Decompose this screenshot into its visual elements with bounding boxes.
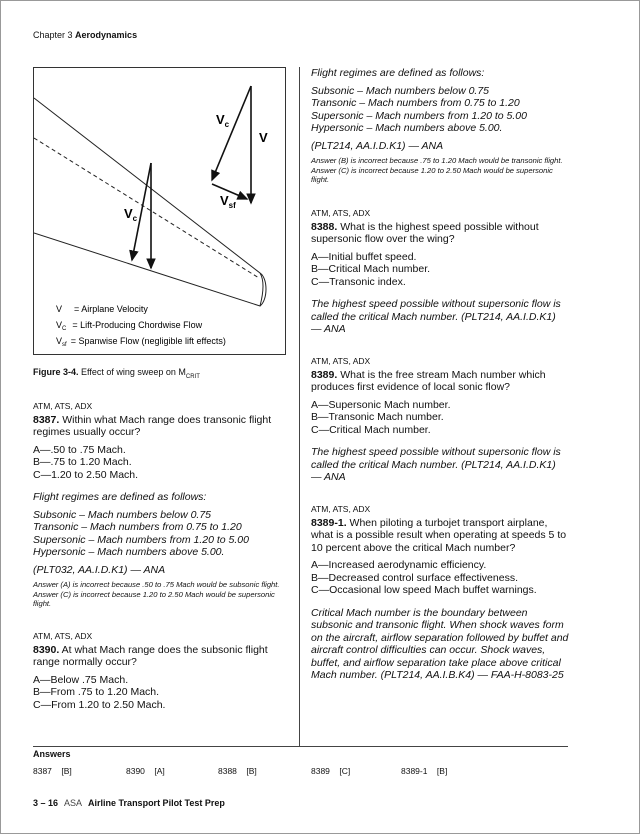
choice-c: C—Transonic index. bbox=[311, 275, 406, 288]
explanation-8390 bbox=[311, 67, 569, 185]
figure-caption-sub: CRIT bbox=[185, 373, 200, 380]
choice-a: A—Initial buffet speed. bbox=[311, 250, 417, 263]
figure-3-4 bbox=[33, 67, 286, 355]
question-tag: ATM, ATS, ADX bbox=[311, 504, 371, 514]
choice-a: A—Supersonic Mach number. bbox=[311, 398, 451, 411]
choice-c: C—From 1.20 to 2.50 Mach. bbox=[33, 698, 166, 711]
answers-title: Answers bbox=[33, 749, 71, 759]
choice-a: A—Below .75 Mach. bbox=[33, 673, 129, 686]
book-title: Airline Transport Pilot Test Prep bbox=[88, 798, 225, 808]
answer-choices bbox=[311, 399, 569, 437]
label-vsf: $V_{sf}$ bbox=[220, 193, 236, 210]
choice-b: B—Decreased control surface effectiveness. bbox=[311, 571, 518, 584]
column-divider bbox=[299, 67, 300, 747]
explanation-note: Answer (A) is incorrect because .50 to .75 Mach would be subsonic flight. Answer (C) is incorrect because 1.20 to 2.50 Mach would be supersonic flight. bbox=[33, 580, 280, 608]
answer-choices bbox=[33, 444, 291, 482]
question-text: 8389. What is the free stream Mach number which produces first evidence of local sonic flow? bbox=[311, 368, 546, 393]
chapter-title: Aerodynamics bbox=[75, 30, 138, 40]
figure-label: Figure 3-4. bbox=[33, 367, 79, 377]
choice-a: A—.50 to .75 Mach. bbox=[33, 443, 126, 456]
question-text: 8388. What is the highest speed possible without supersonic flow over the wing? bbox=[311, 220, 539, 245]
question-8389 bbox=[311, 355, 569, 484]
page-footer bbox=[33, 798, 225, 808]
explanation: The highest speed possible without supersonic flow is called the critical Mach number. (PLT214, AA.I.D.K1) — ANA bbox=[311, 298, 561, 335]
answer-key-item: 8389 [C] bbox=[311, 766, 351, 776]
figure-caption-text: Effect of wing sweep on M bbox=[81, 367, 186, 377]
question-8387 bbox=[33, 400, 291, 609]
label-v: V bbox=[259, 130, 268, 145]
choice-c: C—Critical Mach number. bbox=[311, 423, 431, 436]
figure-caption bbox=[33, 367, 293, 380]
explanation: Critical Mach number is the boundary between subsonic and transonic flight. When shock waves form on the aircraft, airflow separation followed by buffet and aircraft control difficulties can occur. Shock waves, buffet, and airflow separation take place above critical Mach number. (PLT214, AA.I.B.K4) — FAA-H-8083-25 bbox=[311, 606, 569, 681]
question-tag: ATM, ATS, ADX bbox=[33, 401, 93, 411]
explanation-note: Answer (B) is incorrect because .75 to 1.20 Mach would be transonic flight. Answer (C) is incorrect because 1.20 to 2.50 Mach would be supersonic flight. bbox=[311, 156, 563, 184]
answer-key-item: 8389-1 [B] bbox=[401, 766, 448, 776]
explanation: The highest speed possible without supersonic flow is called the critical Mach number. (PLT214, AA.I.D.K1) — ANA bbox=[311, 446, 561, 483]
chapter-number: Chapter 3 bbox=[33, 30, 73, 40]
answer-key-item: 8388 [B] bbox=[218, 766, 257, 776]
page-number: 3 – 16 bbox=[33, 798, 59, 808]
choice-b: B—From .75 to 1.20 Mach. bbox=[33, 686, 160, 698]
choice-a: A—Increased aerodynamic efficiency. bbox=[311, 559, 487, 571]
question-text: 8387. Within what Mach range does transonic flight regimes usually occur? bbox=[33, 413, 272, 438]
quarter-chord-line bbox=[34, 138, 259, 278]
wing-sweep-diagram bbox=[34, 68, 285, 354]
explanation: Flight regimes are defined as follows: Subsonic – Mach numbers below 0.75 Transonic – Mach numbers from 0.75 to 1.20 Supersonic – Mach numbers from 1.20 to 5.00 Hypersonic – Mach numbers above 5.00. (PLT032, AA.I.D.K1) — ANA bbox=[33, 491, 249, 576]
answer-key-item: 8390 [A] bbox=[126, 766, 165, 776]
label-vc-lower: $V_c$ bbox=[124, 206, 138, 223]
explanation: Flight regimes are defined as follows: Subsonic – Mach numbers below 0.75 Transonic – Mach numbers from 0.75 to 1.20 Supersonic – Mach numbers from 1.20 to 5.00 Hypersonic – Mach numbers above 5.00. (PLT214, AA.I.D.K1) — ANA bbox=[311, 67, 527, 152]
answer-choices bbox=[311, 251, 569, 289]
vector-vsf bbox=[212, 184, 247, 199]
choice-c: C—Occasional low speed Mach buffet warnings. bbox=[311, 584, 537, 596]
answer-key-item: 8387 [B] bbox=[33, 766, 72, 776]
answer-choices bbox=[33, 674, 291, 712]
question-8389-1 bbox=[311, 503, 569, 682]
question-8388 bbox=[311, 207, 569, 336]
publisher: ASA bbox=[64, 798, 83, 808]
choice-c: C—1.20 to 2.50 Mach. bbox=[33, 468, 139, 481]
question-text: 8389-1. When piloting a turbojet transport airplane, what is a possible result when operating at speeds 5 to 10 percent above the critical Mach number? bbox=[311, 516, 567, 554]
question-8390 bbox=[33, 630, 291, 711]
vector-vc-lower bbox=[132, 163, 151, 260]
answer-choices bbox=[311, 559, 569, 597]
legend-vc: $V_C$ = Lift-Producing Chordwise Flow bbox=[56, 320, 203, 332]
chapter-header bbox=[33, 30, 137, 40]
question-tag: ATM, ATS, ADX bbox=[311, 356, 371, 366]
legend-vsf: $V_{sf}$ = Spanwise Flow (negligible lift effects) bbox=[56, 336, 226, 348]
figure-legend bbox=[56, 304, 226, 348]
label-vc-upper: $V_c$ bbox=[216, 112, 230, 129]
question-tag: ATM, ATS, ADX bbox=[33, 631, 93, 641]
answers-rule bbox=[33, 746, 568, 747]
choice-b: B—Critical Mach number. bbox=[311, 263, 431, 275]
question-text: 8390. At what Mach range does the subsonic flight range normally occur? bbox=[33, 643, 268, 668]
vector-vc-upper bbox=[212, 86, 251, 180]
choice-b: B—.75 to 1.20 Mach. bbox=[33, 456, 132, 468]
question-tag: ATM, ATS, ADX bbox=[311, 208, 371, 218]
legend-v: V = Airplane Velocity bbox=[56, 304, 148, 314]
choice-b: B—Transonic Mach number. bbox=[311, 411, 444, 423]
